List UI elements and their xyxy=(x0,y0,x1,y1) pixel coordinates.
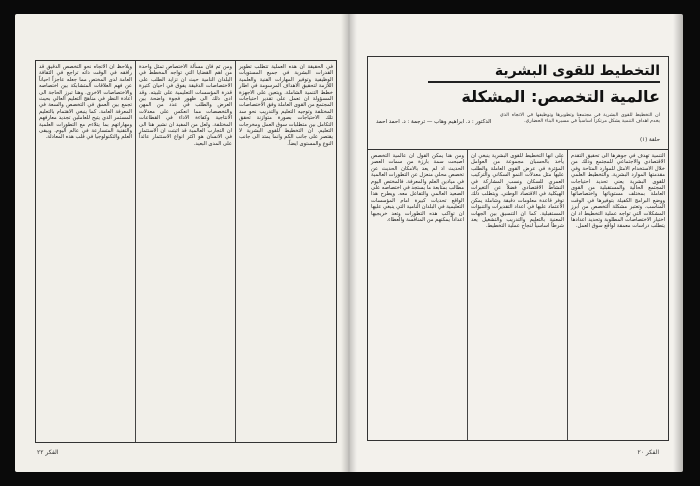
right-page-column-2 xyxy=(468,150,567,440)
article-supertitle: التخطيط للقوى البشرية xyxy=(494,63,660,79)
column-text: التنمية تهدف في جوهرها الى تحقيق التقدم الاقتصادي والاجتماعي للمجتمع وذلك من خلال الاستخدام الامثل للموارد المتاحة وفي مقدمتها الموارد البشرية. والتخطيط العلمي للقوى البشرية يعني تحديد احتياجات المجتمع الحالية والمستقبلية من القوى العاملة بمختلف مستوياتها واختصاصاتها ووضع البرامج الكفيلة بتوفيرها في الوقت المناسب. وتعتبر مشكلة التخصص من ابرز المشكلات التي تواجه عملية التخطيط اذ ان اختيار الاختصاصات المطلوبة وتحديد اعدادها يتطلب دراسات معمقة لواقع سوق العمل. xyxy=(571,153,665,230)
column-text: في الحقيقة ان هذه العملية تتطلب تطوير القدرات البشرية في جميع المستويات الوظيفية وتوفير المهارات الفنية والعلمية اللازمة لتحقيق الاهداف المرسومة في اطار خطط التنمية الشاملة. ويتعين على الاجهزة المسؤولة ان تعمل على تقدير احتياجات المجتمع من القوى العاملة وفق الاختصاصات المختلفة وتوجيه التعليم والتدريب نحو سد تلك الاحتياجات بصورة متوازنة تحقق التكامل بين متطلبات سوق العمل ومخرجات التعليم. ان التخطيط للقوى البشرية لا يقتصر على جانب الكم وانما يمتد الى جانب النوع والمستوى ايضاً. xyxy=(239,64,333,147)
magazine-spread xyxy=(15,14,683,472)
left-page-column-1 xyxy=(236,61,336,442)
right-page-frame xyxy=(367,56,669,441)
right-page xyxy=(349,14,683,472)
left-page-folio: الفكر ٢٢ xyxy=(37,449,59,456)
page-edge-shadow xyxy=(673,14,683,472)
left-page-column-3 xyxy=(36,61,135,442)
right-page-folio: الفكر ٢٠ xyxy=(637,449,659,456)
spine-gutter xyxy=(341,14,357,472)
article-episode: حلقة (١) xyxy=(640,137,660,143)
article-author: الدكتور : د. ابراهيم وهاب — ترجمة : د. احمد احمد xyxy=(376,119,492,125)
right-page-column-3 xyxy=(368,150,467,440)
column-text: ومن ثم فان مسألة الاختصاص تمثل واحدة من اهم القضايا التي تواجه المخطط في البلدان النامية حيث ان تزايد الطلب على الاختصاصات الدقيقة يفوق في احيان كثيرة قدرة المؤسسات التعليمية على تلبيته. وقد ادى ذلك الى ظهور فجوة واضحة بين العرض والطلب في عدد من المهن والتخصصات مما انعكس على معدلات الانتاجية وكفاءة الاداء في القطاعات المختلفة. ولعل من المفيد ان نشير هنا الى ان التجارب العالمية قد اثبتت ان الاستثمار في الانسان هو اكثر انواع الاستثمار عائداً على المدى البعيد. xyxy=(139,64,232,147)
column-rule xyxy=(467,150,468,440)
left-page-frame xyxy=(35,60,337,443)
article-intro: ان التخطيط للقوى البشرية في مجتمعنا وتطويرها وتوظيفها في الاتجاه الذي يخدم اهداف التنمية يشكل مرتكزاً اساسياً في مسيرة البناء الحضاري. xyxy=(500,113,660,124)
column-text: على انها التخطيط للقوى البشرية ينبغي ان يأخذ بالحسبان مجموعة من العوامل المؤثرة في عرض القوى العاملة والطلب عليها مثل معدلات النمو السكاني والتركيب العمري للسكان ونسب المشاركة في النشاط الاقتصادي فضلاً عن التغيرات الهيكلية في الاقتصاد الوطني. ويتطلب ذلك توفر قاعدة معلومات دقيقة وشاملة يمكن الاعتماد عليها في اعداد التقديرات والتنبؤات المستقبلية. كما ان التنسيق بين الجهات المعنية بالتعليم والتدريب والتشغيل يعد شرطاً اساسياً لنجاح عملية التخطيط. xyxy=(471,153,564,230)
article-header xyxy=(368,57,668,150)
article-title: عالمية التخصص: المشكلة xyxy=(461,87,660,106)
column-rule xyxy=(235,61,236,442)
title-rule xyxy=(428,81,660,83)
left-page-column-2 xyxy=(136,61,235,442)
column-rule xyxy=(135,61,136,442)
right-page-column-1 xyxy=(568,150,668,440)
right-page-body xyxy=(368,150,668,440)
column-rule xyxy=(567,150,568,440)
left-page xyxy=(15,14,349,472)
column-text: ومن هنا يمكن القول ان عالمية التخصص اصبحت سمة بارزة من سمات العصر الحديث اذ لم يعد بالامكان الحديث عن تخصص محلي منعزل عن التطورات العالمية في ميادين العلم والمعرفة. فالمختص اليوم مطالب بمتابعة ما يستجد في اختصاصه على الصعيد العالمي والتفاعل معه. ويطرح هذا الواقع تحديات كبيرة امام المؤسسات التعليمية في البلدان النامية التي ينبغي عليها ان تواكب هذه التطورات وتعد خريجيها اعداداً يمكنهم من المنافسة والعطاء. xyxy=(371,153,464,224)
column-text: ويلاحظ ان الاتجاه نحو التخصص الدقيق قد رافقه في الوقت ذاته تراجع في الثقافة العامة لدى المختص مما جعله عاجزاً احياناً عن فهم العلاقات المتشابكة بين اختصاصه والاختصاصات الاخرى. وهنا تبرز الحاجة الى اعادة النظر في مناهج التعليم العالي بحيث تجمع بين العمق في التخصص والسعة في المعرفة العامة. كما ينبغي الاهتمام بالتعليم المستمر الذي يتيح للعاملين تجديد معارفهم ومهاراتهم بما يتلاءم مع التطورات العلمية والتقنية المتسارعة في عالم اليوم. ويبقى العلم والتكنولوجيا في قلب هذه المعادلة. xyxy=(39,64,132,141)
